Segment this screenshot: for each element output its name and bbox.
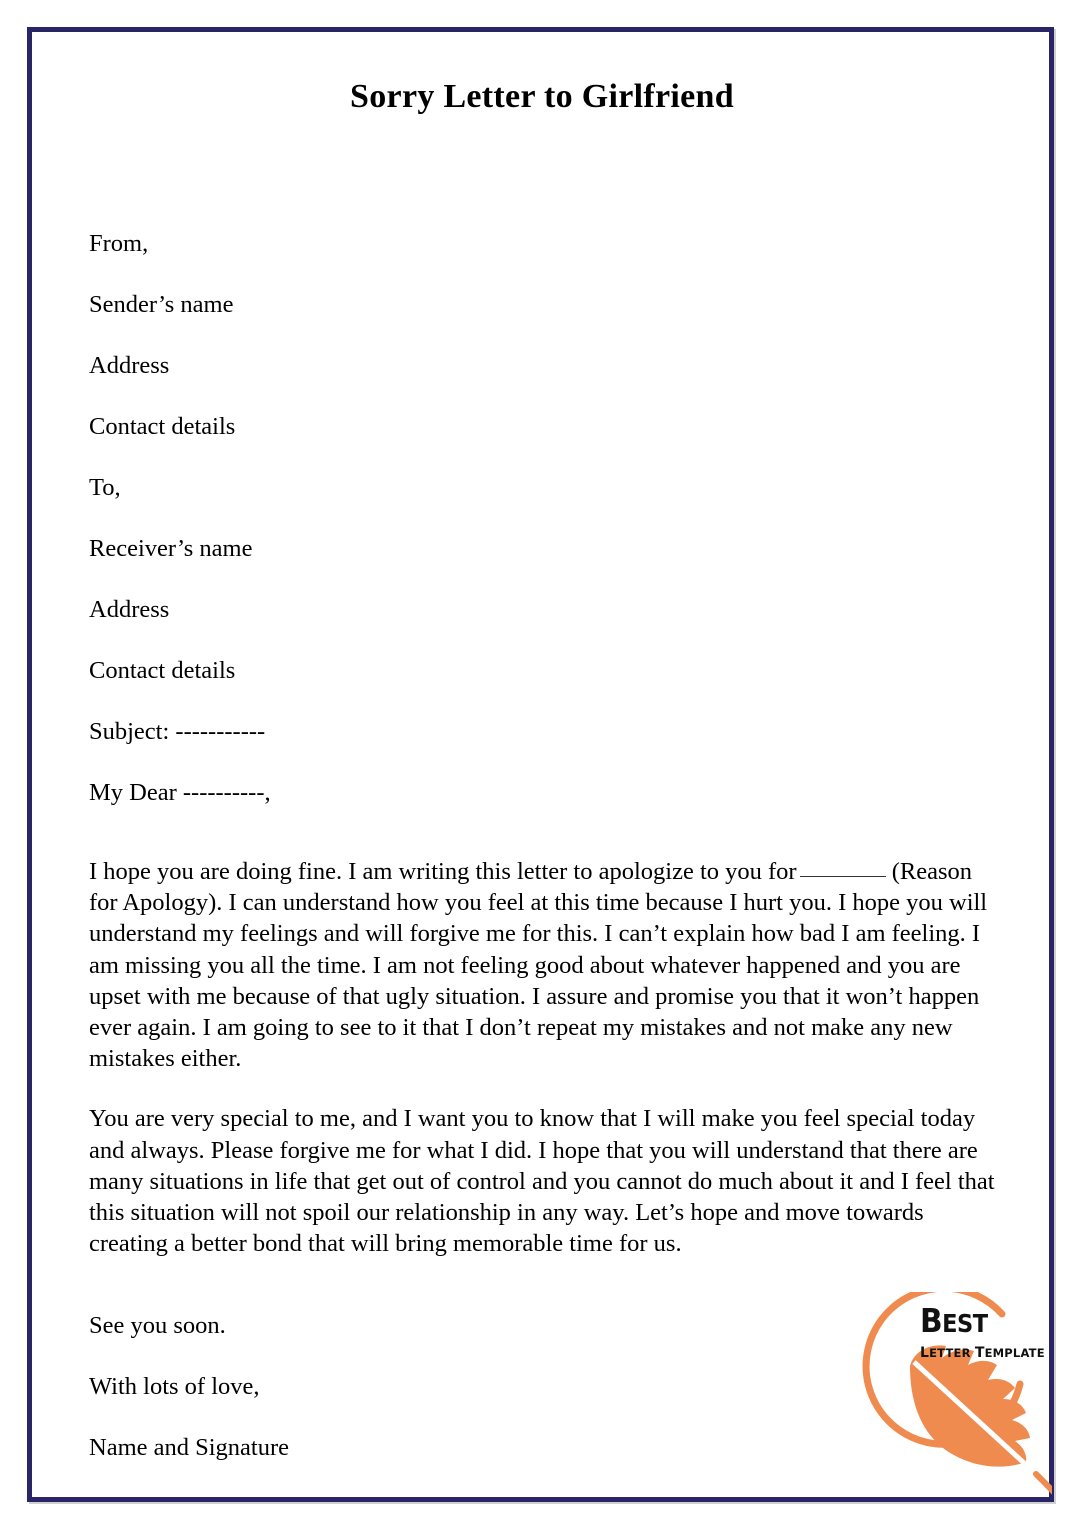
receiver-name-line: Receiver’s name <box>89 535 253 562</box>
subject-and-salutation-block <box>89 701 995 823</box>
salutation-line: My Dear ----------, <box>89 779 271 806</box>
logo-tagline <box>920 1343 1052 1363</box>
paragraph-1-rest-text: (Reason for Apology). I can understand how you feel at this time because I hurt you. I hope you will understand my feelings and will forgive me for this. I can’t explain how bad I am feeling. I am missing you all the time. I am not feeling good about whatever happened and you are upset with me because of that ugly situation. I assure and promise you that it won’t happen ever again. I am going to see to it that I don’t repeat my mistakes and not make any new mistakes either. <box>89 858 988 1073</box>
logo-tagline-emplate: EMPLATE <box>984 1346 1045 1360</box>
sender-name-line: Sender’s name <box>89 291 234 318</box>
sign-off-line: With lots of love, <box>89 1373 260 1401</box>
best-letter-template-logo <box>852 1292 1052 1497</box>
from-label: From, <box>89 230 149 257</box>
body-paragraph-1 <box>89 856 995 1074</box>
see-you-soon-line: See you soon. <box>89 1312 226 1340</box>
letter-content <box>89 60 995 1478</box>
signature-line: Name and Signature <box>89 1434 290 1462</box>
letter-body <box>89 856 995 1259</box>
subject-line: Subject: ----------- <box>89 718 266 745</box>
logo-tagline-t: T <box>974 1345 985 1361</box>
sender-address-block <box>89 213 995 457</box>
logo-tagline-l: L <box>920 1345 930 1361</box>
sender-contact-line: Contact details <box>89 413 236 440</box>
feather-icon <box>910 1345 1052 1497</box>
sender-address-line: Address <box>89 352 170 379</box>
body-paragraph-2: You are very special to me, and I want you to know that I will make you feel special today and always. Please forgive me for what I did. I hope that you will understand that there are many situations in life that get out of control and you cannot do much about it and I feel that this situation will not spoil our relationship in any way. Let’s hope and move towards creating a better bond that will bring memorable time for us. <box>89 1105 995 1258</box>
feather-vane <box>910 1345 1030 1466</box>
reason-blank-field <box>800 876 886 877</box>
logo-brand-initial: B <box>920 1301 943 1340</box>
paragraph-1-lead-text: I hope you are doing fine. I am writing this letter to apologize to you for <box>89 858 797 885</box>
logo-tagline-etter: ETTER <box>929 1346 975 1360</box>
to-label: To, <box>89 474 121 501</box>
receiver-contact-line: Contact details <box>89 657 236 684</box>
recipient-address-block <box>89 457 995 701</box>
feather-quill-tail <box>1036 1474 1052 1497</box>
logo-wordmark <box>920 1301 1052 1363</box>
page-title: Sorry Letter to Girlfriend <box>350 78 734 115</box>
receiver-address-line: Address <box>89 596 170 623</box>
logo-brand-name <box>920 1301 1052 1341</box>
logo-brand-rest: EST <box>942 1309 988 1338</box>
